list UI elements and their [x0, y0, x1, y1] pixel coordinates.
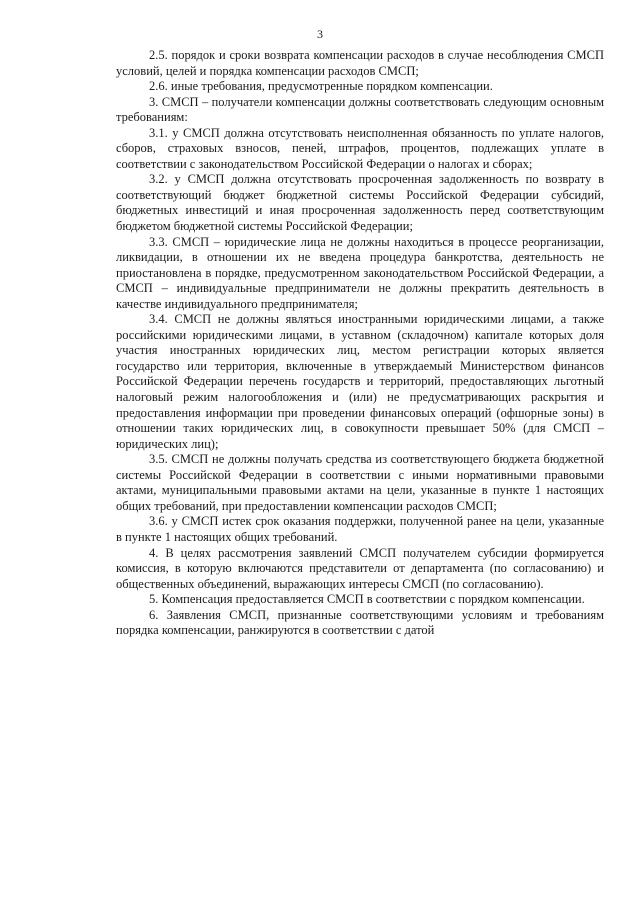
paragraph-3: 3. СМСП – получатели компенсации должны соответствовать следующим основным требованиям: — [116, 94, 604, 125]
document-body — [116, 48, 604, 639]
paragraph-3-5: 3.5. СМСП не должны получать средства из соответствующего бюджета бюджетной системы Российской Федерации в соответствии с иными нормативными правовыми актами, муниципальными правовыми актами на цели, указанные в пункте 1 настоящих общих требований, при предоставлении компенсации расходов СМСП; — [116, 452, 604, 513]
paragraph-3-2: 3.2. у СМСП должна отсутствовать просроченная задолженность по возврату в соответствующий бюджет бюджетной системы Российской Федерации субсидий, бюджетных инвестиций и иная просроченная задолженность перед соответствующим бюджетом бюджетной системы Российской Федерации; — [116, 172, 604, 234]
paragraph-3-1: 3.1. у СМСП должна отсутствовать неисполненная обязанность по уплате налогов, сборов, страховых взносов, пеней, штрафов, процентов, подлежащих уплате в соответствии с законодательством Российской Федерации о налогах и сборах; — [116, 125, 604, 171]
paragraph-2-5: 2.5. порядок и сроки возврата компенсации расходов в случае несоблюдения СМСП условий, целей и порядка компенсации расходов СМСП; — [116, 48, 604, 78]
paragraph-3-4: 3.4. СМСП не должны являться иностранными юридическими лицами, а также российскими юридическими лицами, в уставном (складочном) капитале которых доля участия иностранных юридических лиц, местом регистрации которых является государство или территория, включенные в утверждаемый Министерством финансов Российской Федерации перечень государств и территорий, предоставляющих льготный налоговый режим налогообложения и (или) не предусматривающих раскрытия и предоставления информации при проведении финансовых операций (офшорные зоны) в отношении таких юридических лиц, в совокупности превышает 50% (для СМСП – юридических лиц); — [116, 312, 604, 451]
paragraph-3-6: 3.6. у СМСП истек срок оказания поддержки, полученной ранее на цели, указанные в пункте 1 настоящих общих требований. — [116, 514, 604, 544]
paragraph-2-6: 2.6. иные требования, предусмотренные порядком компенсации. — [149, 79, 493, 94]
page-number: 3 — [317, 27, 323, 41]
paragraph-6: 6. Заявления СМСП, признанные соответствующими условиям и требованиям порядка компенсации, ранжируются в соответствии с датой — [116, 607, 604, 638]
paragraph-5: 5. Компенсация предоставляется СМСП в соответствии с порядком компенсации. — [149, 592, 585, 607]
paragraph-3-3: 3.3. СМСП – юридические лица не должны находиться в процессе реорганизации, ликвидации, в отношении их не введена процедура банкротства, деятельность не приостановлена в порядке, предусмотренном законодательством Российской Федерации, а СМСП – индивидуальные предприниматели не должны прекратить деятельность в качестве индивидуального предпринимателя; — [116, 234, 604, 311]
paragraph-4: 4. В целях рассмотрения заявлений СМСП получателем субсидии формируется комиссия, в которую включаются представители от департамента (по согласованию) и общественных объединений, выражающих интересы СМСП (по согласованию). — [116, 545, 604, 591]
